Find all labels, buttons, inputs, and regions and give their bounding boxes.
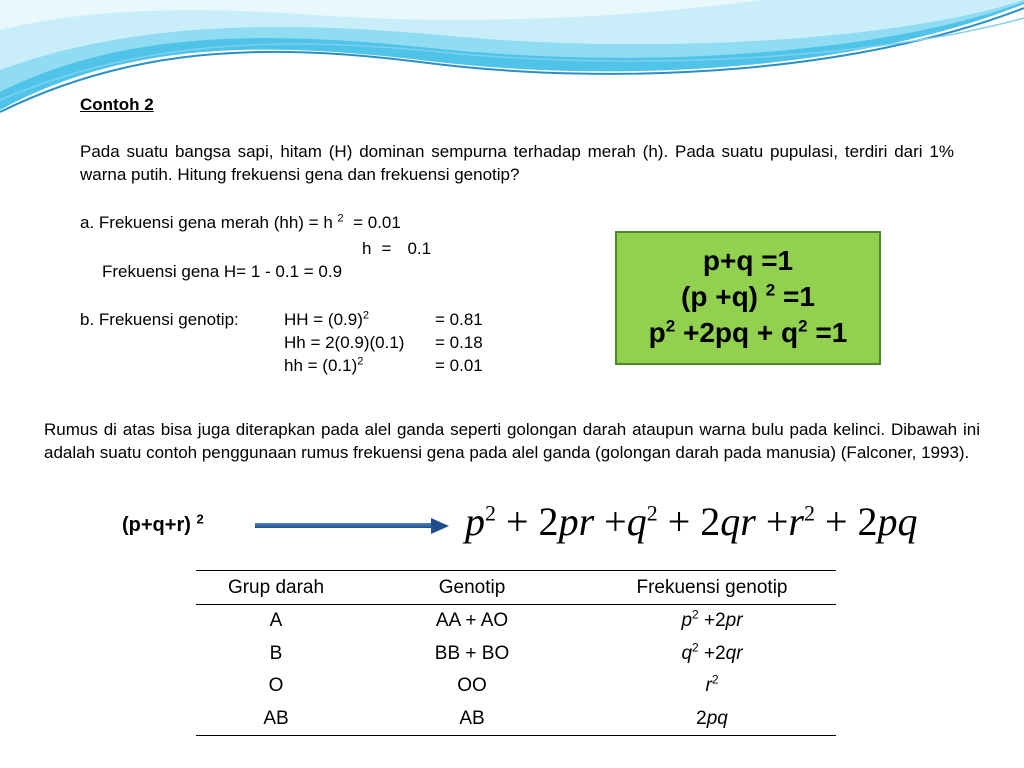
header-genotip: Genotip <box>356 571 588 605</box>
arrow-icon <box>255 516 450 536</box>
problem-statement: Pada suatu bangsa sapi, hitam (H) dominan sempurna terhadap merah (h). Pada suatu pupulasi, terdiri dari 1% warna putih. Hitung frekuensi gena dan frekuensi genotip? <box>80 142 954 184</box>
table-row: B BB + BO $q^2 +2qr$ <box>269 640 743 664</box>
genotype-hh-value: = 0.01 <box>435 356 483 375</box>
table-header-row <box>196 571 836 605</box>
genotype-Hh: Hh = 2(0.9)(0.1) <box>284 333 405 352</box>
genotype-HH-value: = 0.81 <box>435 310 483 329</box>
genotype-Hh-value: = 0.18 <box>435 333 483 352</box>
table-row: A AA + AO $p^2 +2pr$ <box>269 607 743 632</box>
expansion-formula: $p^2 + 2pr +q^2 + 2qr +r^2 + 2pq$ <box>465 499 918 544</box>
multi-allele-paragraph: Rumus di atas bisa juga diterapkan pada alel ganda seperti golongan darah ataupun warna bulu pada kelinci. Dibawah ini adalah suatu contoh penggunaan rumus frekuensi gena pada alel ganda (golongan darah pada manusia) (Falconer, 1993). <box>44 420 980 462</box>
hw-line1: p+q =1 <box>702 245 794 276</box>
table-row: AB AB 2pq <box>196 703 836 736</box>
slide-title: Contoh 2 <box>80 95 154 114</box>
part-b-label: b. Frekuensi genotip: <box>80 310 239 329</box>
hw-line3: $p^2 +2pq + q^2 =1$ <box>648 316 848 348</box>
part-a-line2: h = 0.1 <box>362 239 432 258</box>
header-grup-darah: Grup darah <box>196 571 356 605</box>
blood-group-table <box>196 570 836 736</box>
header-frekuensi: Frekuensi genotip <box>588 571 836 605</box>
part-a-line1: a. Frekuensi gena merah (hh) = h $^2$ = 0.01 <box>80 212 401 232</box>
table-row: O OO $r^2$ <box>268 672 719 697</box>
expansion-lhs: (p+q+r) $^2$ <box>122 511 204 536</box>
genotype-hh: hh = $(0.1)^2$ <box>284 355 364 375</box>
hw-line2: (p +q) $^2$ =1 <box>681 280 815 312</box>
genotype-HH: HH = $(0.9)^2$ <box>284 309 370 329</box>
part-a-line3: Frekuensi gena H= 1 - 0.1 = 0.9 <box>102 262 343 281</box>
hardy-weinberg-box <box>615 231 881 365</box>
